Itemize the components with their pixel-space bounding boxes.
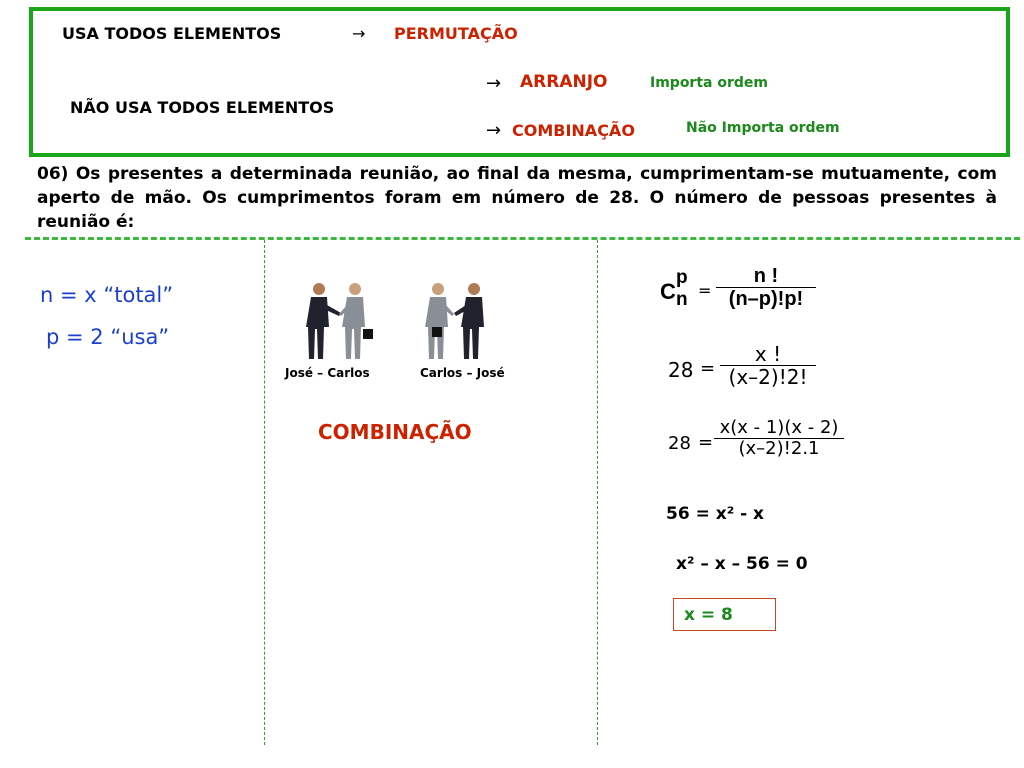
equation-2 xyxy=(668,418,848,478)
permutacao-label: PERMUTAÇÃO xyxy=(394,24,518,43)
formula-equals: = xyxy=(698,281,712,300)
eq2-lhs: 28 xyxy=(668,433,691,454)
eq1-numerator: x ! xyxy=(720,343,816,366)
arrow-icon: → xyxy=(486,120,502,141)
formula-fraction xyxy=(716,265,816,311)
combinacao-note: Não Importa ordem xyxy=(686,120,840,136)
formula-denominator: (n–p)!p! xyxy=(728,288,804,310)
p-definition: p = 2 “usa” xyxy=(46,325,170,349)
horizontal-divider xyxy=(25,237,1020,240)
arrow-icon: → xyxy=(352,24,366,43)
n-definition: n = x “total” xyxy=(40,283,174,307)
formula-c: C xyxy=(660,279,676,304)
equation-3: 56 = x² - x xyxy=(666,504,765,524)
eq1-lhs: 28 xyxy=(668,358,694,382)
eq2-numerator: x(x - 1)(x - 2) xyxy=(714,418,845,439)
arrow-icon: → xyxy=(486,73,502,94)
column-divider-left xyxy=(264,240,265,745)
handshake-illustration-2 xyxy=(412,275,494,367)
answer-box xyxy=(673,598,776,631)
formula-sub: n xyxy=(676,289,688,310)
eq2-denominator: (x–2)!2.1 xyxy=(738,437,820,459)
answer-value: x = 8 xyxy=(684,605,733,625)
combinacao-result: COMBINAÇÃO xyxy=(318,420,472,444)
not-uses-all-label: NÃO USA TODOS ELEMENTOS xyxy=(70,98,335,117)
eq1-fraction xyxy=(720,343,816,389)
eq1-denominator: (x–2)!2! xyxy=(728,365,808,389)
eq2-equals: = xyxy=(698,432,714,453)
uses-all-label: USA TODOS ELEMENTOS xyxy=(62,24,282,43)
handshake-illustration-1 xyxy=(301,275,383,367)
eq1-equals: = xyxy=(700,358,716,379)
caption-carlos-jose: Carlos – José xyxy=(420,366,505,380)
equation-1 xyxy=(668,343,828,403)
formula-numerator: n ! xyxy=(716,265,816,288)
eq2-fraction xyxy=(716,418,842,459)
problem-statement: 06) Os presentes a determinada reunião, ao final da mesma, cumprimentam-se mutuamente, com aperto de mão. Os cumprimentos foram em número de 28. O número de pessoas presentes à reunião é: xyxy=(37,164,997,232)
caption-jose-carlos: José – Carlos xyxy=(285,366,370,380)
combinacao-label: COMBINAÇÃO xyxy=(512,121,635,140)
column-divider-right xyxy=(597,240,598,745)
formula-sup: p xyxy=(676,267,688,288)
equation-4: x² – x – 56 = 0 xyxy=(676,554,808,574)
arranjo-note: Importa ordem xyxy=(650,75,768,91)
arranjo-label: ARRANJO xyxy=(520,72,608,92)
